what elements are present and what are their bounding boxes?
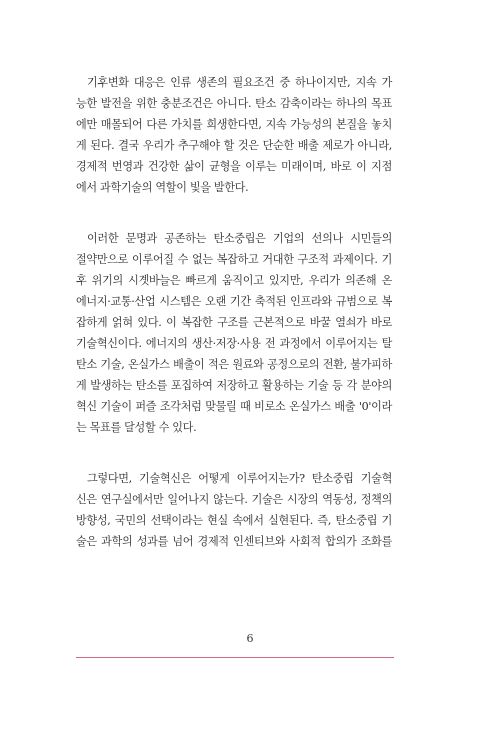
paragraph-1 (76, 72, 392, 199)
body-text (76, 72, 392, 581)
text-line: 탄소 기술, 온실가스 배출이 적은 원료와 공정으로의 전환, 불가피하 (76, 358, 392, 372)
text-line: 방향성, 국민의 선택이라는 현실 속에서 실현된다. 즉, 탄소중립 기 (76, 513, 392, 527)
text-line: 게 된다. 결국 우리가 추구해야 할 것은 단순한 배출 제로가 아니라, (76, 139, 392, 153)
text-line: 게 발생하는 탄소를 포집하여 저장하고 활용하는 기술 등 각 분야의 (76, 379, 392, 393)
page-number: 6 (246, 632, 254, 645)
text-line: 에만 매몰되어 다른 가치를 희생한다면, 지속 가능성의 본질을 놓치 (76, 118, 392, 132)
text-line: 신은 연구실에서만 일어나지 않는다. 기술은 시장의 역동성, 정책의 (76, 492, 392, 506)
text-line: 술은 과학의 성과를 넘어 경제적 인센티브와 사회적 합의가 조화를 (76, 534, 392, 548)
text-line: 능한 발전을 위한 충분조건은 아니다. 탄소 감축이라는 하나의 목표 (76, 97, 392, 111)
text-line: 경제적 번영과 건강한 삶이 균형을 이루는 미래이며, 바로 이 지점 (76, 160, 392, 174)
paragraph-3 (76, 468, 392, 552)
text-line: 절약만으로 이루어질 수 없는 복잡하고 거대한 구조적 과제이다. 기 (76, 252, 392, 266)
text-line: 에너지·교통·산업 시스템은 오랜 기간 축적된 인프라와 규범으로 복 (76, 294, 392, 308)
text-line: 는 목표를 달성할 수 있다. (76, 421, 197, 435)
text-line: 그렇다면, 기술혁신은 어떻게 이루어지는가? 탄소중립 기술혁 (87, 471, 392, 485)
text-line: 이러한 문명과 공존하는 탄소중립은 기업의 선의나 시민들의 (87, 231, 392, 245)
text-line: 에서 과학기술의 역할이 빛을 발한다. (76, 181, 249, 195)
footer-rule (76, 657, 394, 658)
text-line: 기후변화 대응은 인류 생존의 필요조건 중 하나이지만, 지속 가 (87, 76, 392, 89)
text-line: 잡하게 얽혀 있다. 이 복잡한 구조를 근본적으로 바꿀 열쇠가 바로 (76, 315, 392, 329)
paragraph-2 (76, 228, 392, 439)
text-line: 후 위기의 시곗바늘은 빠르게 움직이고 있지만, 우리가 의존해 온 (76, 273, 392, 287)
text-line: 기술혁신이다. 에너지의 생산·저장·사용 전 과정에서 이루어지는 탈 (76, 337, 392, 351)
text-line: 혁신 기술이 퍼즐 조각처럼 맞물릴 때 비로소 온실가스 배출 '0'이라 (76, 400, 392, 414)
